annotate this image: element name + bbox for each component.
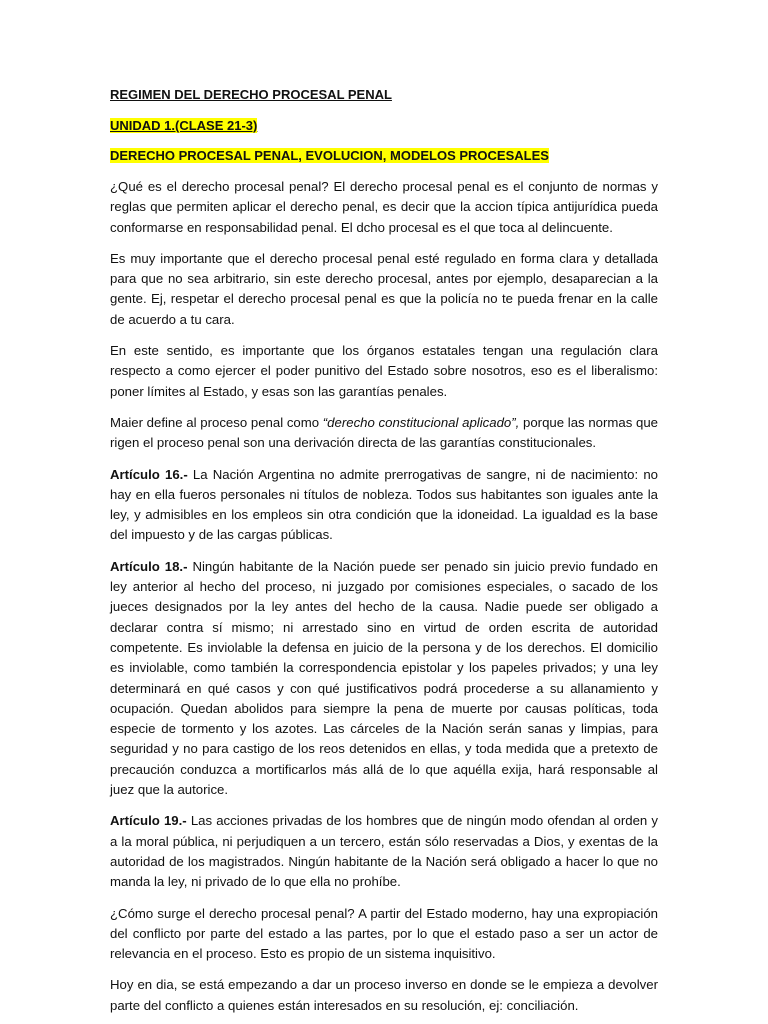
- section-heading-text: DERECHO PROCESAL PENAL, EVOLUCION, MODELOS PROCESALES: [110, 148, 549, 163]
- paragraph-liberalism: En este sentido, es importante que los órganos estatales tengan una regulación clara respecto a como ejercer el poder punitivo del Estado sobre nosotros, eso es el liberalismo: poner límites al Estado, y esas son las garantías penales.: [110, 343, 658, 399]
- maier-rest: porque las normas que rigen el proceso penal son una derivación directa de las garantías constitucionales.: [110, 414, 658, 451]
- article-19: [110, 811, 658, 892]
- maier-intro: Maier define al proceso penal como: [110, 414, 323, 430]
- unit-heading-text: UNIDAD 1.(CLASE 21-3): [110, 118, 258, 133]
- unit-heading: [110, 117, 658, 135]
- article-18-label: Artículo 18.-: [110, 558, 188, 574]
- article-19-text: Las acciones privadas de los hombres que de ningún modo ofendan al orden y a la moral pública, ni perjudiquen a un tercero, están sólo reservadas a Dios, y exentas de la autoridad de los magistrados. Ningún habitante de la Nación será obligado a hacer lo que no manda la ley, ni privado de lo que ella no prohíbe.: [110, 813, 658, 890]
- section-heading: [110, 147, 658, 165]
- maier-quote: “derecho constitucional aplicado”,: [322, 414, 520, 430]
- paragraph-origin: ¿Cómo surge el derecho procesal penal? A partir del Estado moderno, hay una expropiación del conflicto por parte del estado a las partes, por lo que el estado paso a ser un actor de relevancia en el proceso. Esto es propio de un sistema inquisitivo.: [110, 905, 658, 962]
- article-16: [110, 465, 658, 546]
- paragraph-today: Hoy en dia, se está empezando a dar un proceso inverso en donde se le empieza a devolver parte del conflicto a quienes están interesados en su resolución, ej: conciliación.: [110, 977, 658, 1013]
- document-title: REGIMEN DEL DERECHO PROCESAL PENAL: [110, 87, 392, 102]
- article-16-text: La Nación Argentina no admite prerrogativas de sangre, ni de nacimiento: no hay en ella fueros personales ni títulos de nobleza. Todos sus habitantes son iguales ante la ley, y admisibles en los empleos sin otra condición que la idoneidad. La igualdad es la base del impuesto y de las cargas públicas.: [110, 466, 658, 543]
- article-16-label: Artículo 16.-: [110, 466, 188, 482]
- paragraph-definition: ¿Qué es el derecho procesal penal? El derecho procesal penal es el conjunto de normas y reglas que permiten aplicar el derecho penal, es decir que la accion típica antijurídica pueda conformarse en responsabilidad penal. El dcho procesal es el que toca al delincuente.: [110, 179, 658, 235]
- article-19-label: Artículo 19.-: [110, 813, 187, 829]
- article-18-text: Ningún habitante de la Nación puede ser penado sin juicio previo fundado en ley anterior al hecho del proceso, ni juzgado por comisiones especiales, o sacado de los jueces designados por la ley antes del hecho de la causa. Nadie puede ser obligado a declarar contra sí mismo; ni arrestado sino en virtud de orden escrita de autoridad competente. Es inviolable la defensa en juicio de la persona y de los derechos. El domicilio es inviolable, como también la correspondencia epistolar y los papeles privados; y una ley determinará en qué casos y con qué justificativos podrá procederse a su allanamiento y ocupación. Quedan abolidos para siempre la pena de muerte por causas políticas, toda especie de tormento y los azotes. Las cárceles de la Nación serán sanas y limpias, para seguridad y no para castigo de los reos detenidos en ellas, y toda medida que a pretexto de precaución conduzca a mortificarlos más allá de lo que aquélla exija, hará responsable al juez que la autorice.: [110, 558, 658, 798]
- article-18: [110, 557, 658, 801]
- paragraph-importance: Es muy importante que el derecho procesal penal esté regulado en forma clara y detallada para que no sea arbitrario, sin este derecho procesal, antes por ejemplo, desaparecian a la gente. Ej, respetar el derecho procesal penal es que la policía no te pueda frenar en la calle de acuerdo a tu cara.: [110, 250, 658, 327]
- paragraph-maier: [110, 413, 658, 454]
